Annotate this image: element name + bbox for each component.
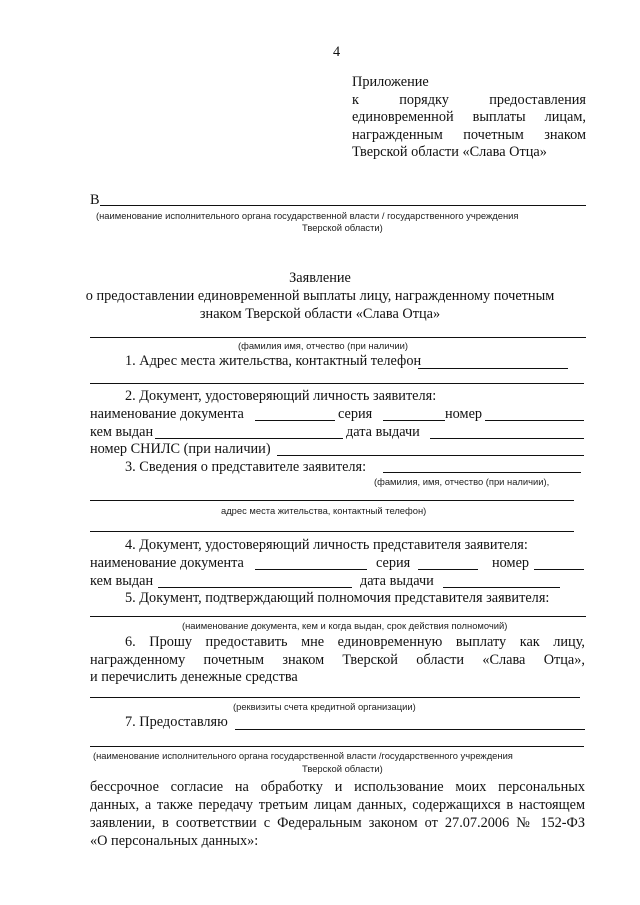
representative-address-caption: адрес места жительства, контактный телефон) (221, 505, 427, 516)
appendix-label: Приложение (352, 74, 429, 90)
bank-details-field[interactable] (90, 697, 580, 698)
authority-doc-field[interactable] (90, 616, 586, 617)
issue-date-label: дата выдачи (346, 424, 420, 440)
rep-issued-by-field[interactable] (158, 587, 352, 588)
item3-label: 3. Сведения о представителе заявителя: (125, 459, 367, 475)
item5-label: 5. Документ, подтверждающий полномочия представителя заявителя: (125, 590, 550, 606)
rep-number-label: номер (492, 555, 530, 571)
rep-number-field[interactable] (534, 569, 584, 570)
number-field[interactable] (485, 420, 584, 421)
fio-line[interactable] (90, 337, 586, 338)
number-label: номер (445, 406, 483, 422)
doc-name-field[interactable] (255, 420, 335, 421)
document-title: знаком Тверской области «Слава Отца» (199, 306, 441, 322)
rep-doc-name-field[interactable] (255, 569, 367, 570)
series-field[interactable] (383, 420, 445, 421)
representative-field-cont[interactable] (90, 500, 574, 501)
rep-issue-date-label: дата выдачи (360, 573, 434, 589)
item4-label: 4. Документ, удостоверяющий личность представителя заявителя: (125, 537, 528, 553)
rep-series-label: серия (376, 555, 411, 571)
document-title: о предоставлении единовременной выплаты лицу, награжденному почетным (85, 288, 555, 304)
rep-issue-date-field[interactable] (443, 587, 560, 588)
consent-recipient-caption: Тверской области) (302, 763, 383, 774)
appendix-line: Тверской области «Слава Отца» (352, 144, 547, 160)
item1-label: 1. Адрес места жительства, контактный телефон (125, 353, 422, 369)
addressee-caption: Тверской области) (302, 222, 383, 233)
page-number: 4 (333, 44, 341, 60)
bank-details-caption: (реквизиты счета кредитной организации) (233, 701, 416, 712)
item2-label: 2. Документ, удостоверяющий личность заявителя: (125, 388, 437, 404)
consent-recipient-caption: (наименование исполнительного органа государственной власти /государственного учреждения (93, 750, 513, 761)
representative-caption: (фамилия, имя, отчество (при наличии), (374, 476, 550, 487)
issued-by-field[interactable] (155, 438, 343, 439)
snils-field[interactable] (277, 455, 584, 456)
rep-issued-by-label: кем выдан (90, 573, 154, 589)
fio-caption: (фамилия имя, отчество (при наличии) (238, 340, 408, 351)
address-field-cont[interactable] (90, 383, 584, 384)
appendix-line: награжденным почетным знаком (352, 127, 586, 143)
addressee-prefix: В (90, 192, 100, 208)
item6-text: 6. Прошу предоставить мне единовременную выплату как лицу, (125, 634, 585, 650)
consent-text: бессрочное согласие на обработку и использование моих персональных (90, 779, 585, 795)
item6-text: и перечислить денежные средства (90, 669, 298, 685)
rep-doc-name-label: наименование документа (90, 555, 244, 571)
document-title: Заявление (289, 270, 351, 286)
doc-name-label: наименование документа (90, 406, 244, 422)
series-label: серия (338, 406, 373, 422)
addressee-line[interactable] (100, 205, 586, 206)
representative-address-field[interactable] (90, 531, 574, 532)
appendix-line: единовременной выплаты лицам, (352, 109, 586, 125)
issued-by-label: кем выдан (90, 424, 154, 440)
rep-series-field[interactable] (418, 569, 478, 570)
snils-label: номер СНИЛС (при наличии) (90, 441, 271, 457)
consent-text: заявлении, в соответствии с Федеральным законом от 27.07.2006 № 152-ФЗ (90, 815, 585, 831)
item6-text: награжденному почетным знаком Тверской области «Слава Отца», (90, 652, 585, 668)
representative-field[interactable] (383, 472, 581, 473)
authority-doc-caption: (наименование документа, кем и когда выдан, срок действия полномочий) (182, 620, 508, 631)
consent-recipient-field[interactable] (235, 729, 585, 730)
item7-label: 7. Предоставляю (125, 714, 228, 730)
issue-date-field[interactable] (430, 438, 584, 439)
consent-text: данных, а также передачу третьим лицам данных, содержащихся в настоящем (90, 797, 585, 813)
addressee-caption: (наименование исполнительного органа государственной власти / государственного учреждения (96, 210, 519, 221)
address-field[interactable] (418, 368, 568, 369)
consent-text: «О персональных данных»: (90, 833, 259, 849)
appendix-line: к порядку предоставления (352, 92, 586, 108)
consent-recipient-field-cont[interactable] (90, 746, 584, 747)
